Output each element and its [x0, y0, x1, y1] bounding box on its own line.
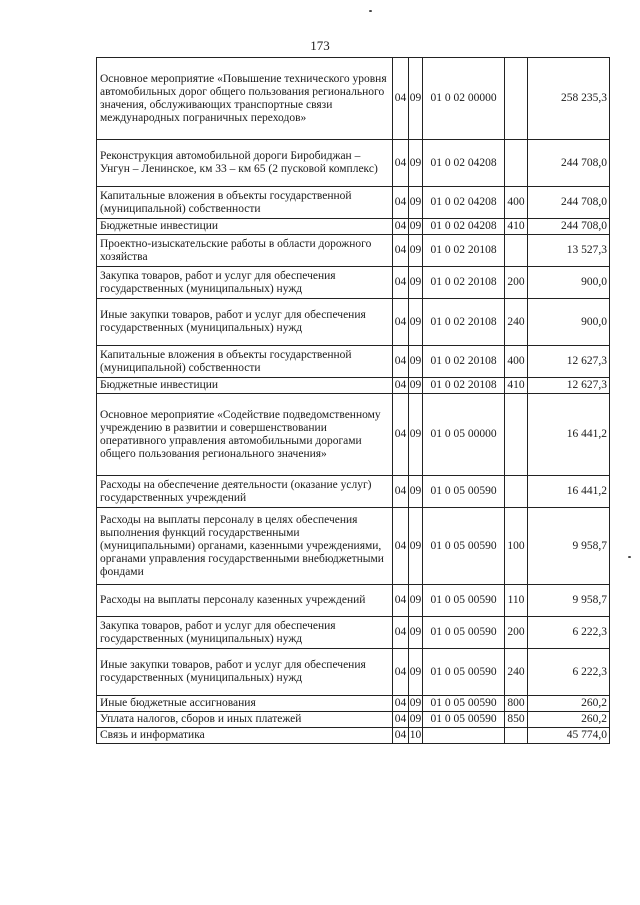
page-number: 173 — [310, 38, 330, 53]
row-target-article-code: 01 0 05 00590 — [423, 649, 505, 696]
row-expense-type-code — [505, 728, 528, 744]
row-section-code: 04 — [393, 508, 409, 585]
table-row — [97, 649, 610, 696]
row-name: Основное мероприятие «Содействие подведомственному учреждению в развитии и совершенствовании оперативного управления автомобильными дорогами общего пользования регионального значения» — [97, 394, 393, 476]
row-section-code: 04 — [393, 58, 409, 140]
row-subsection-code: 09 — [409, 394, 423, 476]
row-name: Капитальные вложения в объекты государственной (муниципальной) собственности — [97, 346, 393, 378]
row-subsection-code: 09 — [409, 219, 423, 235]
row-expense-type-code: 400 — [505, 187, 528, 219]
row-amount: 6 222,3 — [528, 617, 610, 649]
row-section-code: 04 — [393, 267, 409, 299]
row-subsection-code: 09 — [409, 617, 423, 649]
row-amount: 16 441,2 — [528, 476, 610, 508]
row-name: Проектно-изыскательские работы в области дорожного хозяйства — [97, 235, 393, 267]
table-row — [97, 267, 610, 299]
row-section-code: 04 — [393, 187, 409, 219]
row-expense-type-code: 240 — [505, 649, 528, 696]
row-name: Бюджетные инвестиции — [97, 378, 393, 394]
row-amount: 13 527,3 — [528, 235, 610, 267]
row-amount: 6 222,3 — [528, 649, 610, 696]
row-name: Закупка товаров, работ и услуг для обеспечения государственных (муниципальных) нужд — [97, 267, 393, 299]
row-section-code: 04 — [393, 476, 409, 508]
row-subsection-code: 09 — [409, 649, 423, 696]
row-expense-type-code — [505, 58, 528, 140]
row-section-code: 04 — [393, 394, 409, 476]
table-row — [97, 58, 610, 140]
row-subsection-code: 09 — [409, 712, 423, 728]
row-amount: 16 441,2 — [528, 394, 610, 476]
row-expense-type-code: 410 — [505, 378, 528, 394]
row-section-code: 04 — [393, 299, 409, 346]
row-name: Реконструкция автомобильной дороги Биробиджан – Унгун – Ленинское, км 33 – км 65 (2 пусковой комплекс) — [97, 140, 393, 187]
row-amount: 12 627,3 — [528, 378, 610, 394]
row-target-article-code: 01 0 02 04208 — [423, 187, 505, 219]
row-amount: 900,0 — [528, 299, 610, 346]
row-subsection-code: 09 — [409, 187, 423, 219]
row-section-code: 04 — [393, 617, 409, 649]
row-subsection-code: 09 — [409, 346, 423, 378]
budget-table — [96, 57, 610, 744]
row-target-article-code: 01 0 05 00000 — [423, 394, 505, 476]
row-name: Бюджетные инвестиции — [97, 219, 393, 235]
row-expense-type-code: 850 — [505, 712, 528, 728]
row-expense-type-code: 410 — [505, 219, 528, 235]
row-amount: 9 958,7 — [528, 585, 610, 617]
row-amount: 260,2 — [528, 696, 610, 712]
row-name: Капитальные вложения в объекты государственной (муниципальной) собственности — [97, 187, 393, 219]
row-subsection-code: 09 — [409, 140, 423, 187]
row-name: Иные закупки товаров, работ и услуг для обеспечения государственных (муниципальных) нужд — [97, 299, 393, 346]
row-name: Расходы на выплаты персоналу казенных учреждений — [97, 585, 393, 617]
row-section-code: 04 — [393, 378, 409, 394]
table-row — [97, 235, 610, 267]
row-target-article-code: 01 0 02 20108 — [423, 267, 505, 299]
row-target-article-code: 01 0 05 00590 — [423, 476, 505, 508]
row-expense-type-code: 400 — [505, 346, 528, 378]
row-name: Основное мероприятие «Повышение технического уровня автомобильных дорог общего пользования регионального значения, обслуживающих транспортные связи международных пограничных переходов» — [97, 58, 393, 140]
row-subsection-code: 09 — [409, 235, 423, 267]
row-amount: 244 708,0 — [528, 140, 610, 187]
row-section-code: 04 — [393, 728, 409, 744]
row-expense-type-code — [505, 394, 528, 476]
row-amount: 258 235,3 — [528, 58, 610, 140]
table-row — [97, 394, 610, 476]
table-row — [97, 140, 610, 187]
row-target-article-code: 01 0 05 00590 — [423, 508, 505, 585]
row-section-code: 04 — [393, 712, 409, 728]
row-expense-type-code: 100 — [505, 508, 528, 585]
row-target-article-code: 01 0 02 20108 — [423, 235, 505, 267]
row-subsection-code: 09 — [409, 508, 423, 585]
row-section-code: 04 — [393, 346, 409, 378]
table-row — [97, 712, 610, 728]
row-section-code: 04 — [393, 585, 409, 617]
row-name: Закупка товаров, работ и услуг для обеспечения государственных (муниципальных) нужд — [97, 617, 393, 649]
table-row — [97, 476, 610, 508]
row-amount: 12 627,3 — [528, 346, 610, 378]
table-row — [97, 728, 610, 744]
row-amount: 244 708,0 — [528, 219, 610, 235]
row-expense-type-code — [505, 235, 528, 267]
row-target-article-code — [423, 728, 505, 744]
table-row — [97, 585, 610, 617]
row-amount: 244 708,0 — [528, 187, 610, 219]
row-target-article-code: 01 0 02 20108 — [423, 299, 505, 346]
table-row — [97, 617, 610, 649]
row-subsection-code: 10 — [409, 728, 423, 744]
row-subsection-code: 09 — [409, 476, 423, 508]
row-amount: 900,0 — [528, 267, 610, 299]
row-target-article-code: 01 0 05 00590 — [423, 585, 505, 617]
row-name: Расходы на обеспечение деятельности (оказание услуг) государственных учреждений — [97, 476, 393, 508]
row-section-code: 04 — [393, 140, 409, 187]
row-subsection-code: 09 — [409, 58, 423, 140]
table-row — [97, 696, 610, 712]
row-name: Иные бюджетные ассигнования — [97, 696, 393, 712]
table-row — [97, 508, 610, 585]
row-target-article-code: 01 0 02 00000 — [423, 58, 505, 140]
row-target-article-code: 01 0 05 00590 — [423, 696, 505, 712]
scan-speck — [628, 556, 631, 558]
row-subsection-code: 09 — [409, 267, 423, 299]
row-target-article-code: 01 0 02 20108 — [423, 346, 505, 378]
table-body — [97, 58, 610, 744]
row-name: Уплата налогов, сборов и иных платежей — [97, 712, 393, 728]
row-target-article-code: 01 0 02 04208 — [423, 140, 505, 187]
row-expense-type-code: 800 — [505, 696, 528, 712]
row-expense-type-code: 200 — [505, 267, 528, 299]
row-expense-type-code: 110 — [505, 585, 528, 617]
row-expense-type-code: 200 — [505, 617, 528, 649]
row-name: Связь и информатика — [97, 728, 393, 744]
row-section-code: 04 — [393, 649, 409, 696]
row-target-article-code: 01 0 02 04208 — [423, 219, 505, 235]
row-section-code: 04 — [393, 696, 409, 712]
row-expense-type-code — [505, 476, 528, 508]
table-row — [97, 219, 610, 235]
row-section-code: 04 — [393, 235, 409, 267]
row-name: Расходы на выплаты персоналу в целях обеспечения выполнения функций государственными (муниципальными) органами, казенными учреждениями, органами управления государственными внебюджетными фондами — [97, 508, 393, 585]
table-row — [97, 187, 610, 219]
row-amount: 260,2 — [528, 712, 610, 728]
scan-speck — [369, 10, 372, 12]
row-target-article-code: 01 0 05 00590 — [423, 617, 505, 649]
row-amount: 9 958,7 — [528, 508, 610, 585]
row-name: Иные закупки товаров, работ и услуг для обеспечения государственных (муниципальных) нужд — [97, 649, 393, 696]
row-target-article-code: 01 0 05 00590 — [423, 712, 505, 728]
row-section-code: 04 — [393, 219, 409, 235]
row-subsection-code: 09 — [409, 696, 423, 712]
row-subsection-code: 09 — [409, 585, 423, 617]
row-target-article-code: 01 0 02 20108 — [423, 378, 505, 394]
row-subsection-code: 09 — [409, 378, 423, 394]
row-expense-type-code: 240 — [505, 299, 528, 346]
table-row — [97, 378, 610, 394]
row-amount: 45 774,0 — [528, 728, 610, 744]
row-subsection-code: 09 — [409, 299, 423, 346]
table-row — [97, 346, 610, 378]
row-expense-type-code — [505, 140, 528, 187]
table-row — [97, 299, 610, 346]
